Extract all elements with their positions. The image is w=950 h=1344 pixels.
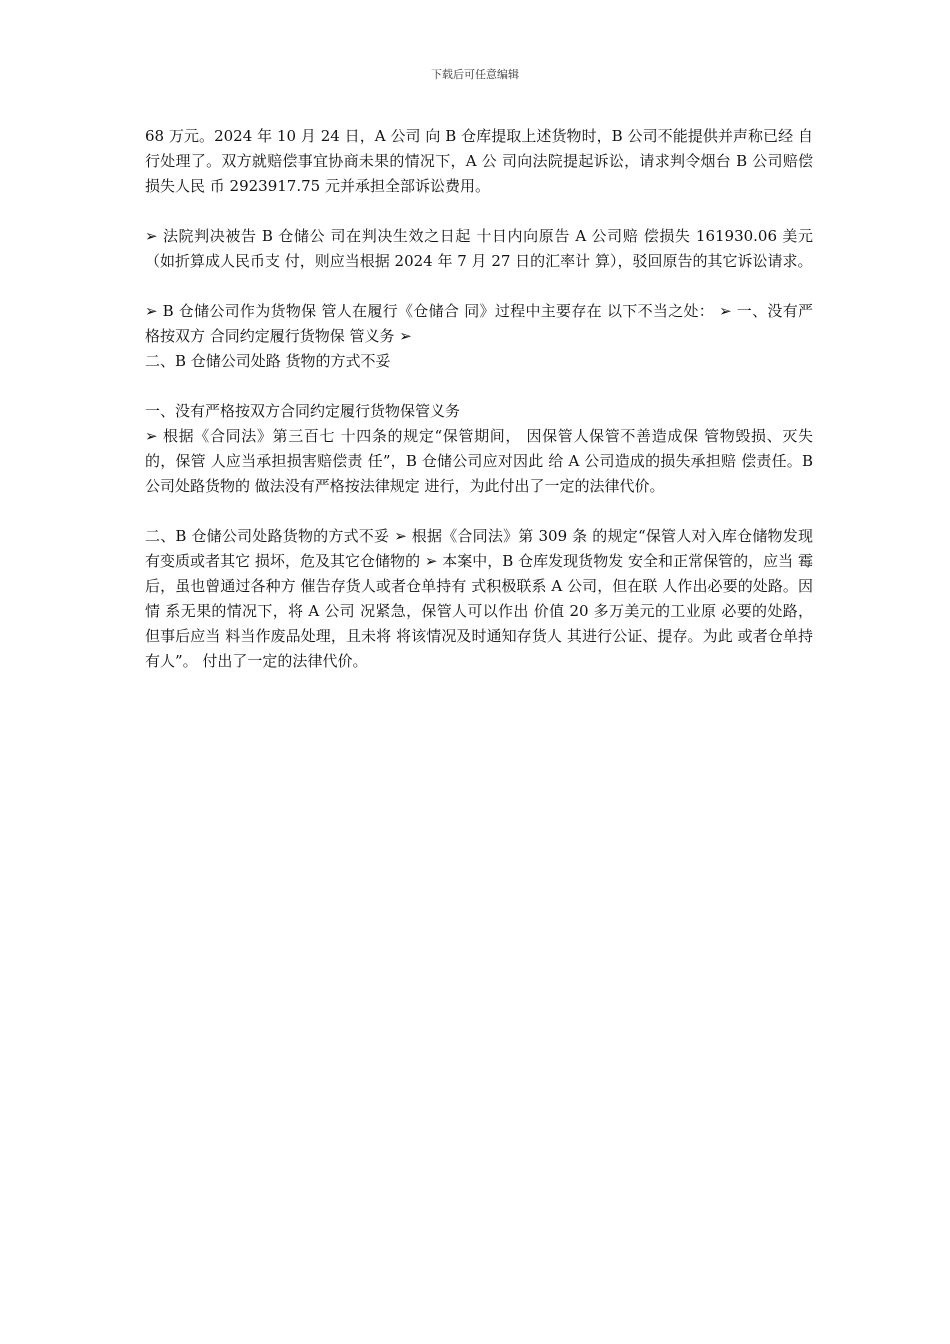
page-header: 下载后可任意编辑	[431, 68, 519, 81]
paragraph-line: 二、B 仓储公司处路 货物的方式不妥	[145, 352, 391, 370]
paragraph-line: ➢ 根据《合同法》第三百七 十四条的规定“保管期间， 因保管人保管不善造成保 管物毁损、灭失的，保管 人应当承担损害赔偿责 任”，B 仓储公司应对因此 给 A 公司造成的损失承担赔 偿责任。B 公司处路货物的 做法没有严格按法律规定 进行，为此付出了一定的法律代价。	[145, 427, 813, 495]
paragraph-line: 68 万元。2024 年 10 月 24 日，A 公司 向 B 仓库提取上述货物时，B 公司不能提供并声称已经 自行处理了。双方就赔偿事宜协商未果的情况下，A 公 司向法院提起诉讼，请求判令烟台 B 公司赔偿损失人民 币 2923917.75 元并承担全部诉讼费用。	[145, 127, 813, 195]
document-body	[145, 124, 813, 674]
paragraph-line: 二、B 仓储公司处路货物的方式不妥 ➢ 根据《合同法》第 309 条 的规定“保管人对入库仓储物发现有变质或者其它 损坏，危及其它仓储物的 ➢ 本案中，B 仓库发现货物发 安全和正常保管的，应当 霉后，虽也曾通过各种方 催告存货人或者仓单持有 式积极联系 A 公司，但在联 人作出必要的处路。因情 系无果的情况下，将 A 公司 况紧急，保管人可以作出 价值 20 多万美元的工业原 必要的处路，但事后应当 料当作废品处理，且未将 将该情况及时通知存货人 其进行公证、提存。为此 或者仓单持有人”。 付出了一定的法律代价。	[145, 527, 813, 670]
paragraph-line: ➢ B 仓储公司作为货物保 管人在履行《仓储合 同》过程中主要存在 以下不当之处： ➢ 一、没有严格按双方 合同约定履行货物保 管义务 ➢	[145, 302, 813, 345]
paragraph-section-one	[145, 399, 813, 499]
section-heading: 一、没有严格按双方合同约定履行货物保管义务	[145, 402, 461, 420]
paragraph-line: ➢ 法院判决被告 B 仓储公 司在判决生效之日起 十日内向原告 A 公司赔 偿损失 161930.06 美元 （如折算成人民币支 付，则应当根据 2024 年 7 月 27 日的汇率计 算），驳回原告的其它诉讼请求。	[145, 227, 813, 270]
paragraph-section-two	[145, 524, 813, 674]
paragraph-court-judgment	[145, 224, 813, 274]
paragraph-case-facts	[145, 124, 813, 199]
paragraph-improper-conduct	[145, 299, 813, 374]
